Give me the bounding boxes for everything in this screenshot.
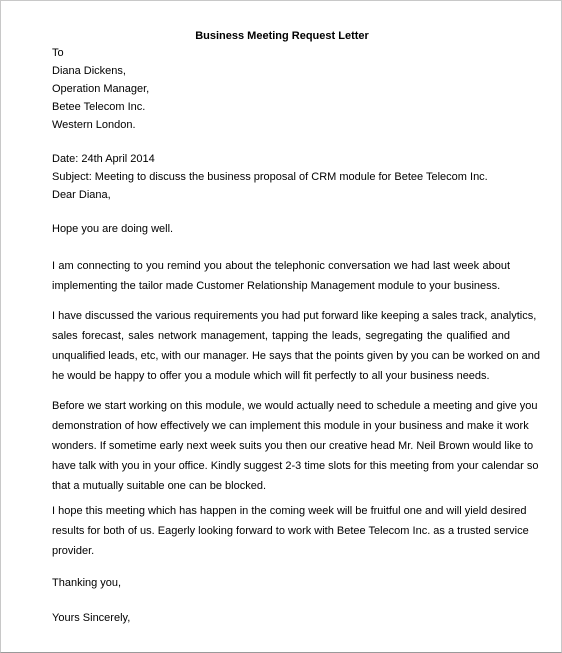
paragraph-line: I am connecting to you remind you about the telephonic conversation we had last week about — [52, 260, 510, 272]
paragraph-line: I hope this meeting which has happen in the coming week will be fruitful one and will yield desired — [52, 505, 527, 517]
paragraph-line: demonstration of how effectively we can implement this module in your business and make it work — [52, 420, 529, 432]
paragraph-line: unqualified leads, etc, with our manager. He says that the points given by you can be worked on and — [52, 350, 540, 362]
paragraph-line: sales forecast, sales network management, tapping the leads, segregating the qualified and — [52, 330, 510, 342]
letter-salutation: Dear Diana, — [52, 189, 111, 201]
recipient-position: Operation Manager, — [52, 83, 150, 95]
paragraph-line: that a mutually suitable one can be blocked. — [52, 480, 267, 492]
body-paragraph-4 — [52, 501, 529, 561]
letter-subject: Subject: Meeting to discuss the business proposal of CRM module for Betee Telecom Inc. — [52, 171, 488, 183]
recipient-name: Diana Dickens, — [52, 65, 126, 77]
recipient-to: To — [52, 47, 64, 59]
paragraph-line: results for both of us. Eagerly looking forward to work with Betee Telecom Inc. as a trusted service — [52, 525, 529, 537]
letter-title: Business Meeting Request Letter — [195, 30, 369, 42]
letter-closing: Thanking you, — [52, 577, 122, 589]
paragraph-line: have talk with you in your office. Kindly suggest 2-3 time slots for this meeting from your calendar so — [52, 460, 539, 472]
recipient-company: Betee Telecom Inc. — [52, 101, 146, 113]
recipient-location: Western London. — [52, 119, 136, 131]
paragraph-line: wonders. If sometime early next week suits you then our creative head Mr. Neil Brown would like to — [52, 440, 534, 452]
paragraph-line: I have discussed the various requirements you had put forward like keeping a sales track, analytics, — [52, 310, 537, 322]
paragraph-line: implementing the tailor made Customer Relationship Management module to your business. — [52, 280, 501, 292]
letter-signoff: Yours Sincerely, — [52, 612, 131, 624]
body-paragraph-3 — [52, 396, 539, 496]
letter-date: Date: 24th April 2014 — [52, 153, 155, 165]
letter-greeting: Hope you are doing well. — [52, 223, 174, 235]
paragraph-line: Before we start working on this module, we would actually need to schedule a meeting and give you — [52, 400, 538, 412]
body-paragraph-2 — [52, 306, 540, 386]
body-paragraph-1 — [52, 256, 510, 296]
paragraph-line: provider. — [52, 545, 95, 557]
paragraph-line: he would be happy to offer you a module which will fit perfectly to all your business needs. — [52, 370, 490, 382]
